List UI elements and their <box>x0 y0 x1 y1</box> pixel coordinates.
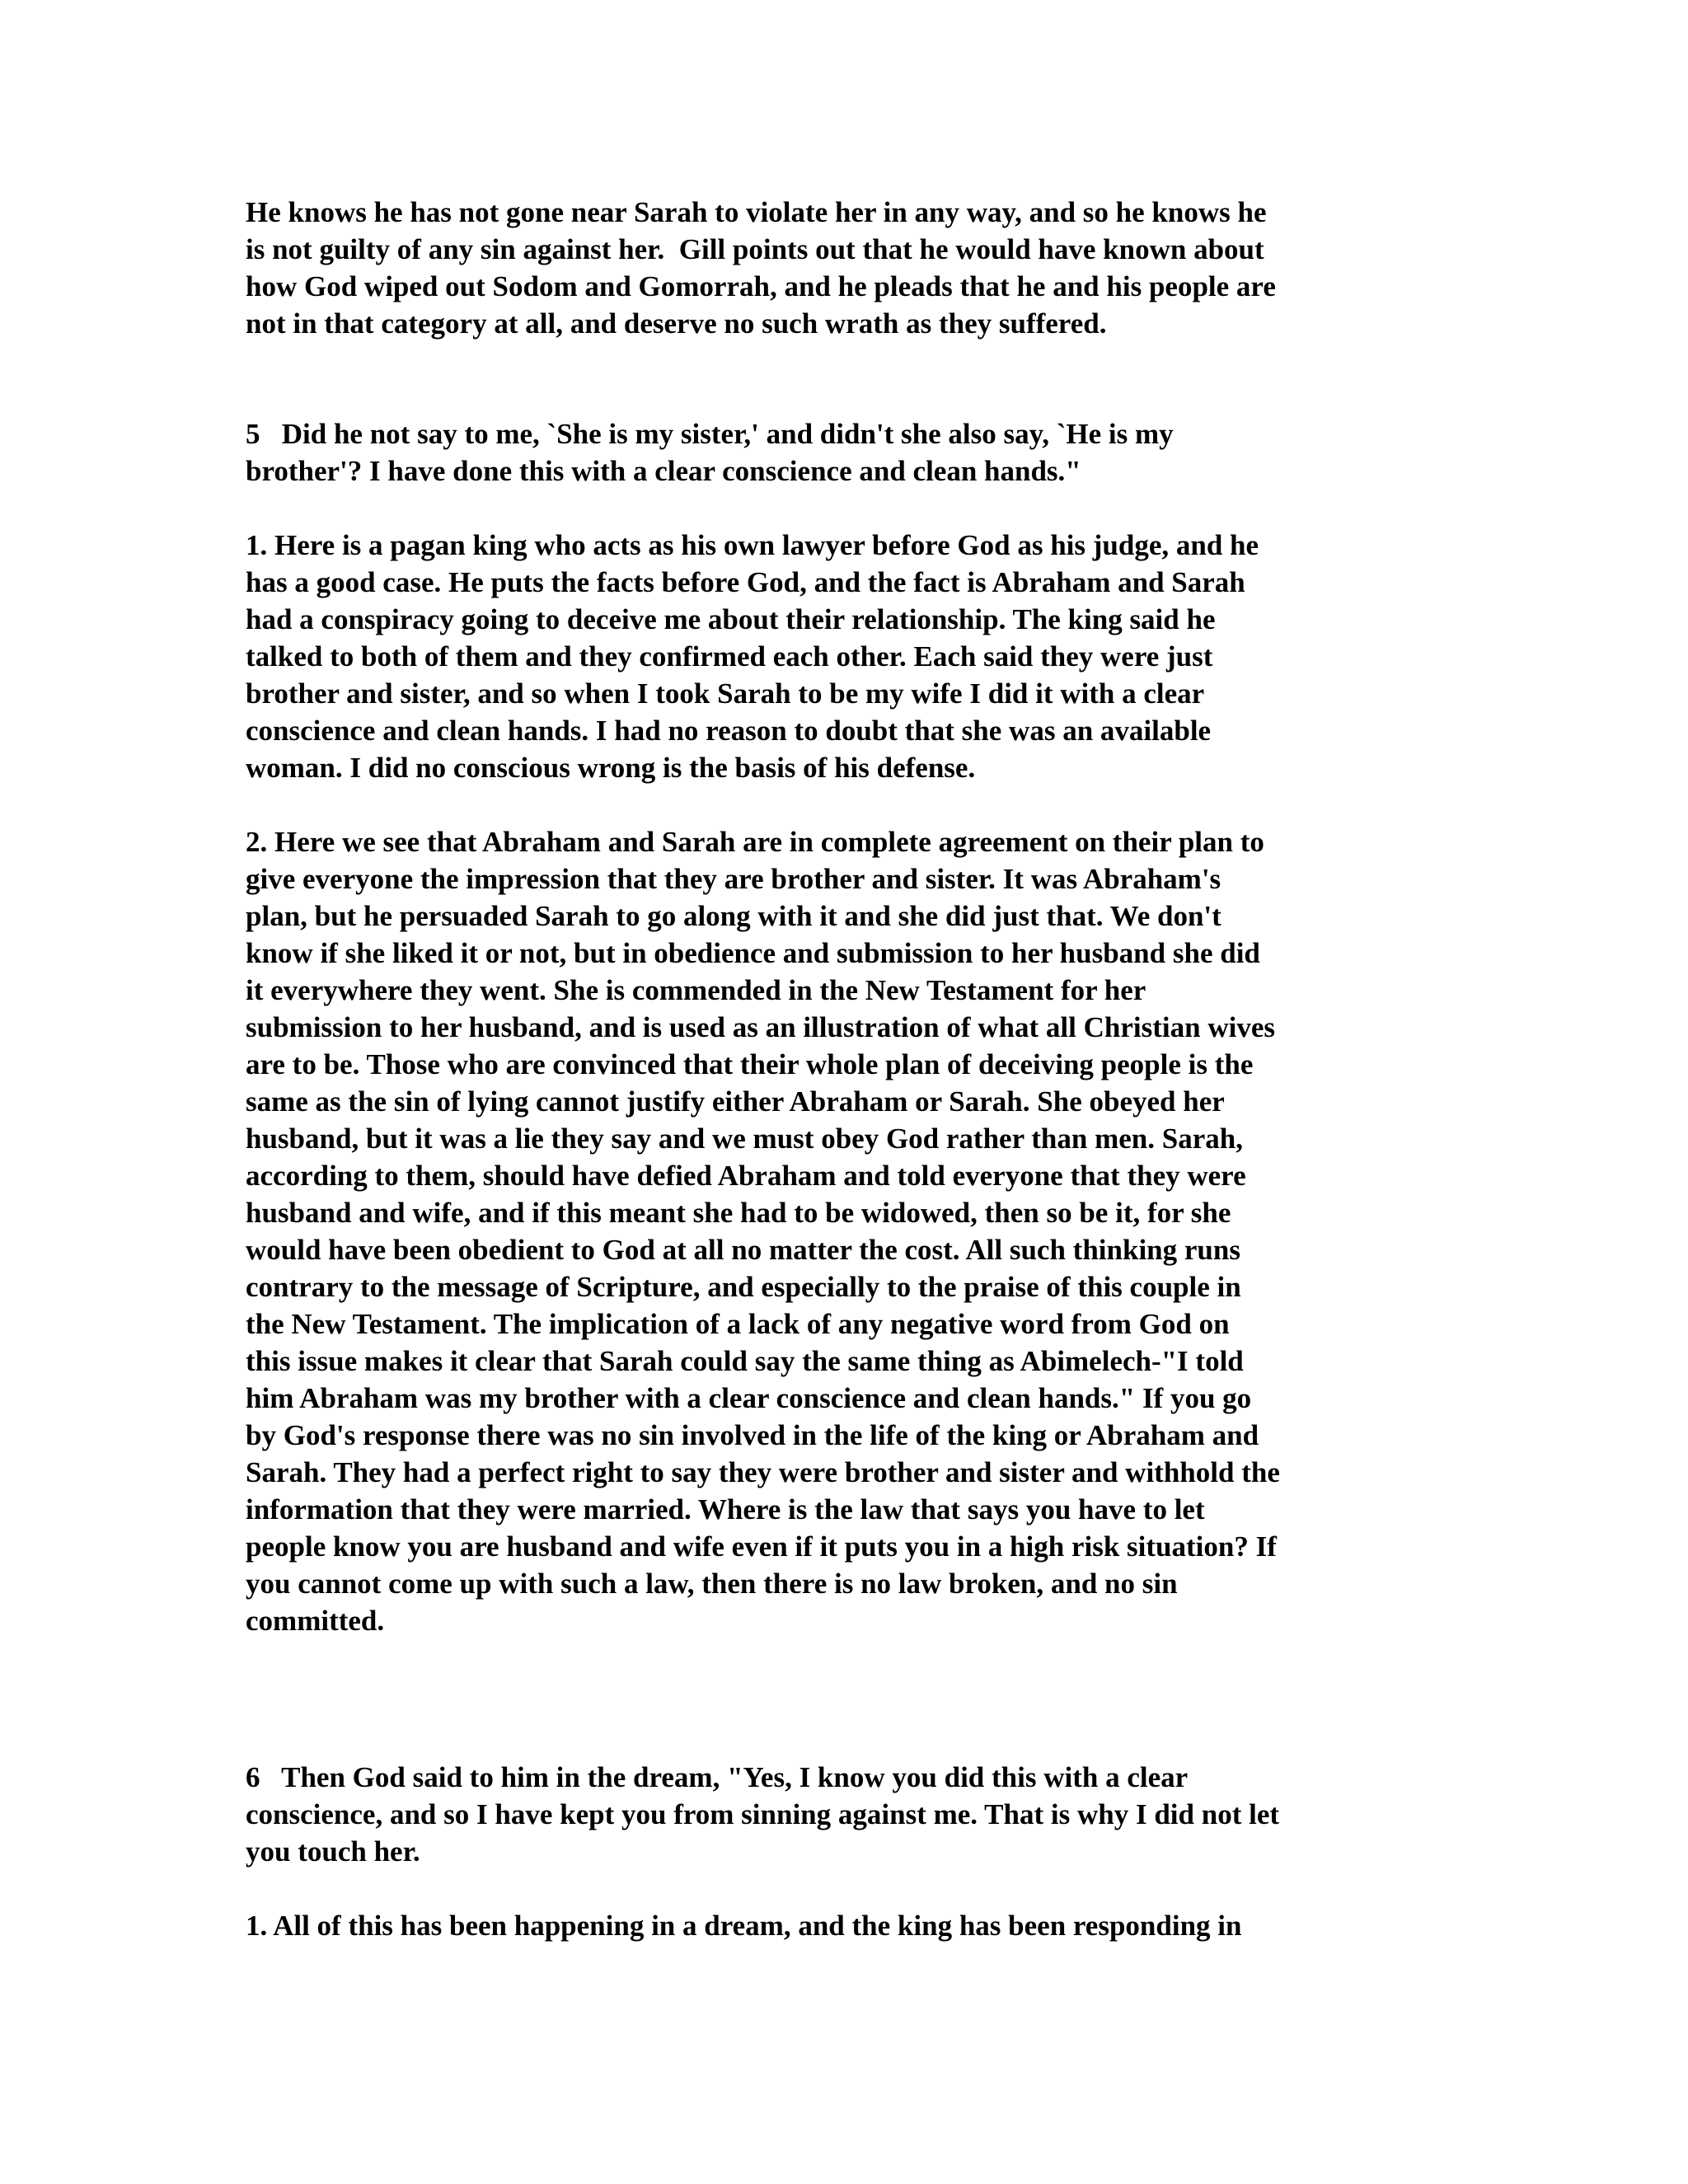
verse-5-line: 5 Did he not say to me, `She is my sister,' and didn't she also say, `He is my <box>246 418 1174 450</box>
point-1-line: woman. I did no conscious wrong is the basis of his defense. <box>246 752 976 784</box>
paragraph-1-line: He knows he has not gone near Sarah to violate her in any way, and so he knows he <box>246 196 1267 228</box>
point-2-line: this issue makes it clear that Sarah could say the same thing as Abimelech-"I told <box>246 1345 1244 1377</box>
point-2-line: the New Testament. The implication of a lack of any negative word from God on <box>246 1308 1230 1340</box>
point-1-line: brother and sister, and so when I took Sarah to be my wife I did it with a clear <box>246 677 1205 710</box>
point-1-line: 1. All of this has been happening in a dream, and the king has been responding in <box>246 1910 1242 1942</box>
point-2-line: are to be. Those who are convinced that their whole plan of deceiving people is the <box>246 1048 1254 1080</box>
point-2-line: information that they were married. Where is the law that says you have to let <box>246 1493 1205 1526</box>
verse-6-line: 6 Then God said to him in the dream, "Yes, I know you did this with a clear <box>246 1761 1189 1793</box>
point-2-line: same as the sin of lying cannot justify either Abraham or Sarah. She obeyed her <box>246 1085 1225 1118</box>
point-2-line: husband, but it was a lie they say and we must obey God rather than men. Sarah, <box>246 1122 1243 1155</box>
point-2-line: 2. Here we see that Abraham and Sarah are in complete agreement on their plan to <box>246 826 1264 858</box>
paragraph-1-line: is not guilty of any sin against her. Gill points out that he would have known about <box>246 233 1264 265</box>
point-2-line: people know you are husband and wife even if it puts you in a high risk situation? If <box>246 1530 1277 1563</box>
paragraph-1-line: not in that category at all, and deserve no such wrath as they suffered. <box>246 307 1107 340</box>
point-2-line: committed. <box>246 1605 385 1637</box>
point-2-line: you cannot come up with such a law, then there is no law broken, and no sin <box>246 1568 1178 1600</box>
point-2-line: him Abraham was my brother with a clear conscience and clean hands." If you go <box>246 1382 1252 1414</box>
point-2-line: husband and wife, and if this meant she had to be widowed, then so be it, for she <box>246 1197 1231 1229</box>
point-1-line: had a conspiracy going to deceive me about their relationship. The king said he <box>246 603 1216 635</box>
point-2-line: contrary to the message of Scripture, and especially to the praise of this couple in <box>246 1271 1241 1303</box>
point-1-line: conscience and clean hands. I had no reason to doubt that she was an available <box>246 715 1212 747</box>
verse-5-line: brother'? I have done this with a clear conscience and clean hands." <box>246 455 1081 487</box>
point-2-line: give everyone the impression that they are brother and sister. It was Abraham's <box>246 863 1221 895</box>
point-2-line: plan, but he persuaded Sarah to go along with it and she did just that. We don't <box>246 900 1221 932</box>
point-2-line: according to them, should have defied Abraham and told everyone that they were <box>246 1160 1246 1192</box>
verse-6-line: you touch her. <box>246 1835 420 1868</box>
point-1-line: 1. Here is a pagan king who acts as his own lawyer before God as his judge, and he <box>246 529 1259 561</box>
point-2-line: it everywhere they went. She is commended in the New Testament for her <box>246 974 1146 1006</box>
point-2-line: know if she liked it or not, but in obedience and submission to her husband she did <box>246 937 1260 969</box>
point-2-line: would have been obedient to God at all no matter the cost. All such thinking runs <box>246 1234 1240 1266</box>
point-1-line: talked to both of them and they confirmed each other. Each said they were just <box>246 640 1213 673</box>
point-2-line: submission to her husband, and is used as an illustration of what all Christian wives <box>246 1011 1275 1043</box>
verse-6-line: conscience, and so I have kept you from sinning against me. That is why I did not let <box>246 1798 1280 1830</box>
point-2-line: by God's response there was no sin involved in the life of the king or Abraham and <box>246 1419 1259 1451</box>
paragraph-1-line: how God wiped out Sodom and Gomorrah, and he pleads that he and his people are <box>246 270 1276 302</box>
point-1-line: has a good case. He puts the facts before God, and the fact is Abraham and Sarah <box>246 566 1245 598</box>
point-2-line: Sarah. They had a perfect right to say they were brother and sister and withhold the <box>246 1456 1280 1488</box>
